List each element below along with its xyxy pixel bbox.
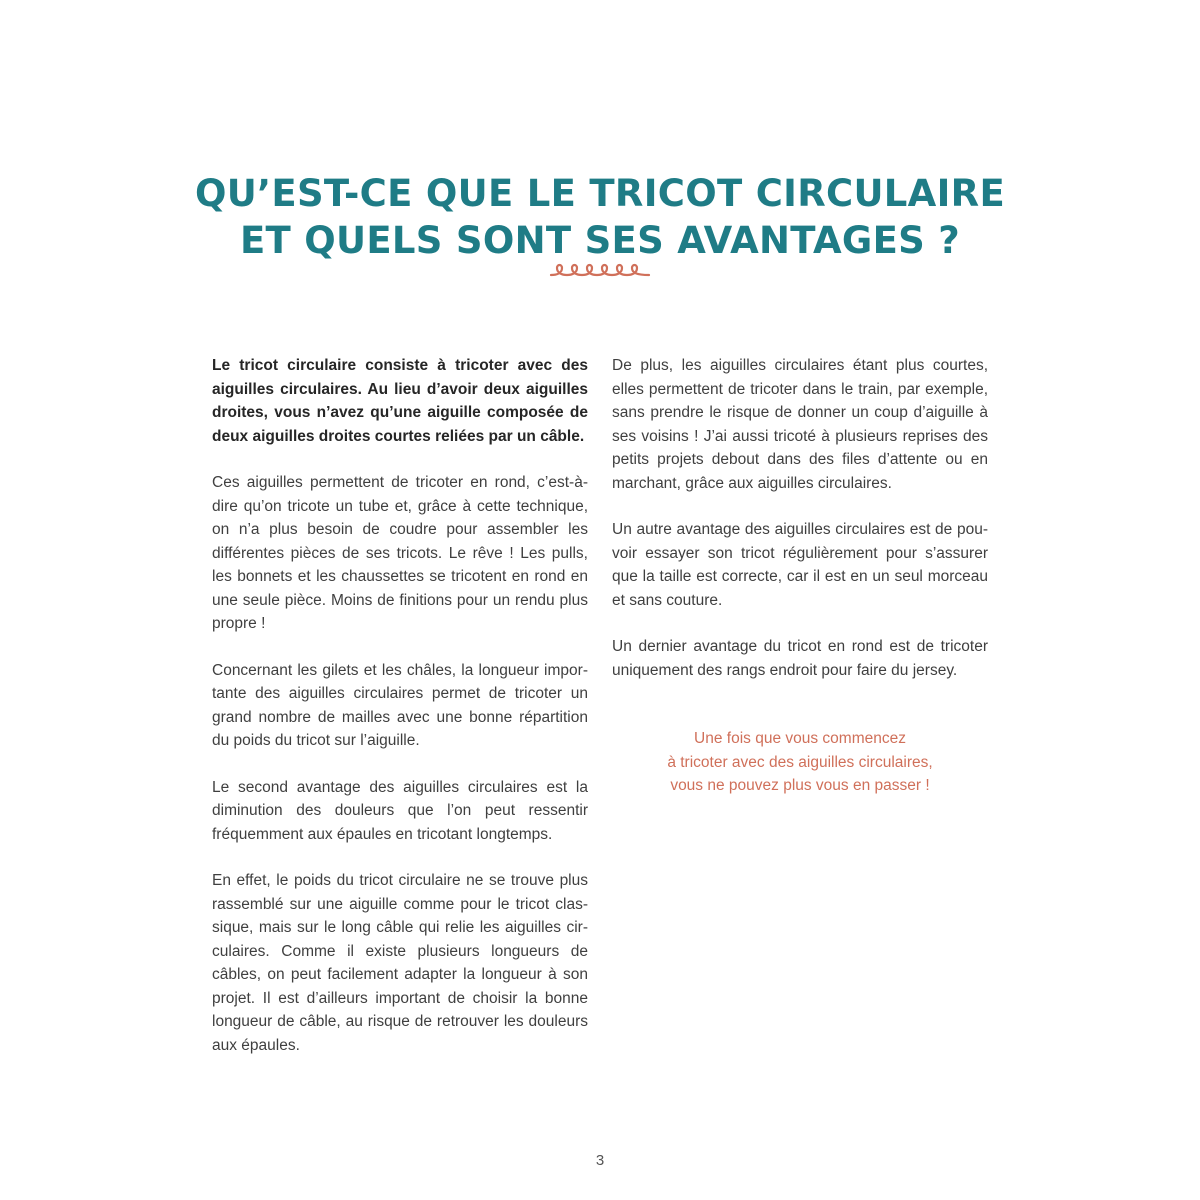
intro-paragraph: Le tricot circulaire consiste à tricoter avec des aiguilles circulaires. Au lieu d’avoir deux aiguilles droites, vous n’avez qu’une aiguille composée de deux aiguilles droites courtes reliées par un câble. bbox=[212, 357, 588, 445]
paragraph-last-advantage: Un dernier avantage du tricot en rond est de tricoter uniquement des rangs endroit pour faire du jersey. bbox=[612, 638, 988, 679]
paragraph-shorter-needles: De plus, les aiguilles circulaires étant plus courtes, elles permettent de tricoter dans le train, par exemple, sans prendre le risque de donner un coup d’aiguille à ses voisins ! J’ai aussi tricoté à plusieurs reprises des petits projets debout dans des files d’attente ou en marchant, grâce aux aiguilles circulaires. bbox=[612, 357, 988, 492]
callout-line-2: à tricoter avec des aiguilles circulaires, bbox=[667, 753, 933, 771]
callout-line-3: vous ne pouvez plus vous en passer ! bbox=[670, 777, 930, 794]
right-column bbox=[612, 354, 988, 705]
page-title-line-2: ET QUELS SONT SES AVANTAGES ? bbox=[239, 218, 961, 262]
paragraph-second-advantage: Le second avantage des aiguilles circulaires est la diminution des douleurs que l’on peut ressentir fréquemment aux épaules en tricotant longtemps. bbox=[212, 778, 588, 843]
page-title bbox=[0, 170, 1200, 264]
yarn-loops-icon bbox=[549, 258, 651, 282]
paragraph-weight-cable: En effet, le poids du tricot circulaire ne se trouve plus rassemblé sur une aiguille comme pour le tricot classique, mais sur le long câble qui relie les aiguilles circulaires. Comme il existe plusieurs longueurs de câbles, on peut facilement adapter la longueur à son projet. Il est d’ailleurs important de choisir la bonne longueur de câble, au risque de retrouver les douleurs aux épaules. bbox=[212, 872, 588, 1054]
paragraph-cardigans-shawls: Concernant les gilets et les châles, la longueur importante des aiguilles circulaires permet de tricoter un grand nombre de mailles avec une bonne répartition du poids du tricot sur l’aiguille. bbox=[212, 661, 588, 749]
page-number: 3 bbox=[595, 1152, 605, 1169]
callout-quote bbox=[612, 727, 988, 798]
callout-line-1: Une fois que vous commencez bbox=[694, 730, 906, 747]
paragraph-try-on: Un autre avantage des aiguilles circulaires est de pouvoir essayer son tricot régulièrement pour s’assurer que la taille est correcte, car il est en un seul morceau et sans couture. bbox=[612, 521, 988, 609]
paragraph-round-knitting: Ces aiguilles permettent de tricoter en rond, c’est-à-dire qu’on tricote un tube et, grâce à cette technique, on n’a plus besoin de coudre pour assembler les différentes pièces de ses tricots. Le rêve ! Les pulls, les bonnets et les chaussettes se tricotent en rond en une seule pièce. Moins de finitions pour un rendu plus propre ! bbox=[212, 474, 588, 632]
left-column bbox=[212, 354, 588, 1080]
page-title-line-1: QU’EST-CE QUE LE TRICOT CIRCULAIRE bbox=[194, 171, 1006, 215]
